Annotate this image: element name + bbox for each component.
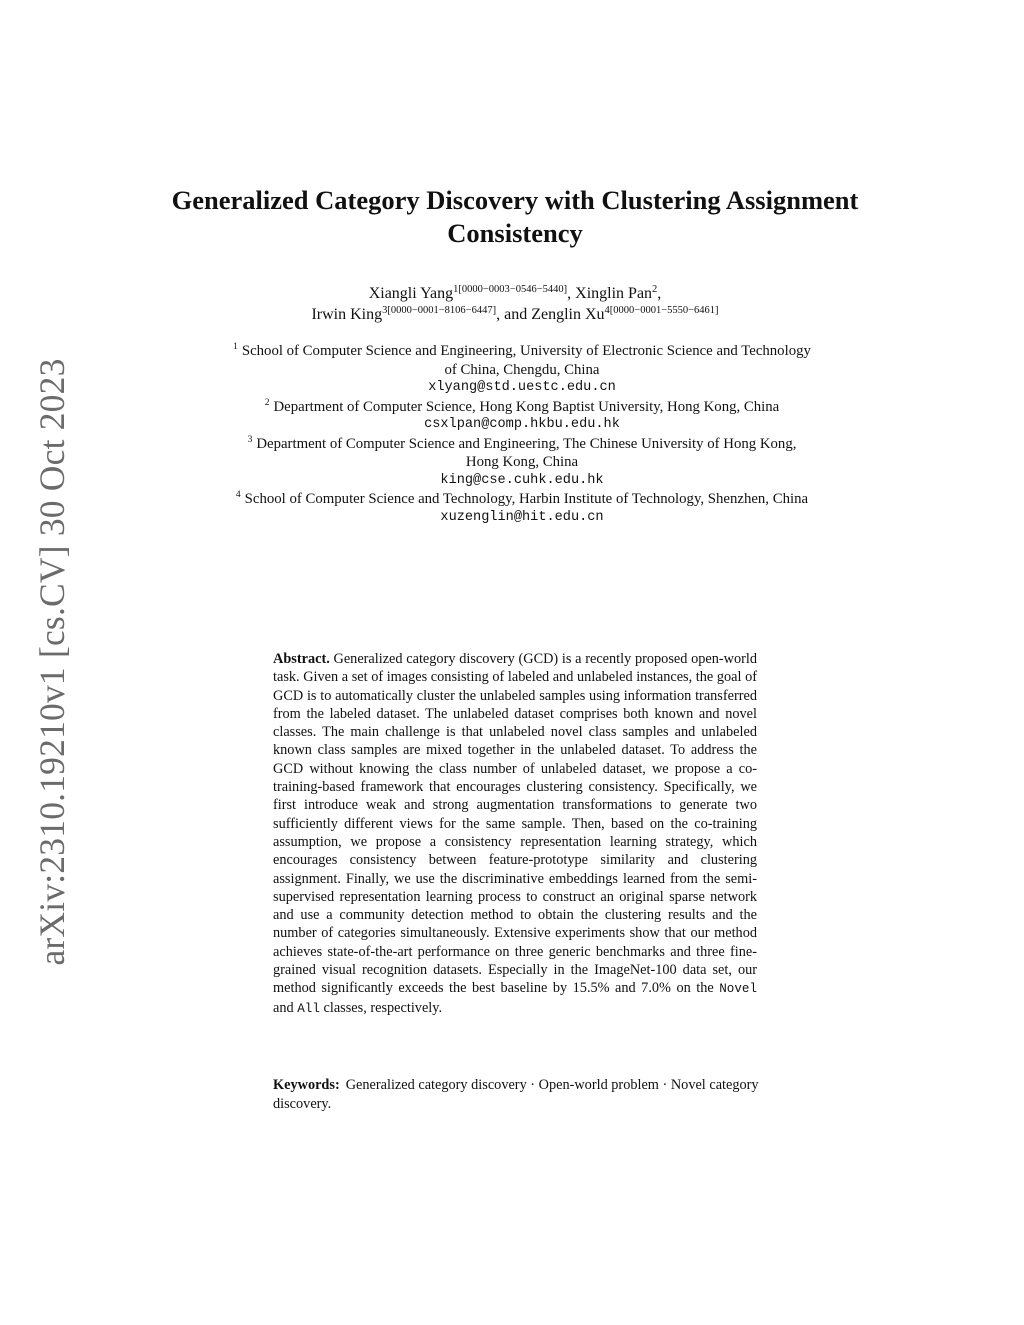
- author-list: [170, 283, 860, 325]
- abstract-connector: and: [273, 999, 294, 1016]
- affiliation-email[interactable]: csxlpan@comp.hkbu.edu.hk: [424, 417, 620, 432]
- affiliation-number: 4: [235, 490, 241, 500]
- affiliation-item: [232, 398, 812, 417]
- author-superscript: 4[0000−0001−5550−6461]: [604, 305, 719, 316]
- keywords-text: Generalized category discovery · Open-world problem · Novel category discovery.: [273, 1077, 759, 1112]
- paper-title: Generalized Category Discovery with Clustering Assignment Consistency: [171, 185, 859, 248]
- keywords-label: Keywords:: [273, 1077, 340, 1093]
- affiliation-item: [232, 342, 812, 379]
- affiliation-text: Department of Computer Science and Engineering, The Chinese University of Hong Kong, Hong Kong, China: [256, 435, 797, 470]
- author-superscript: 1[0000−0003−0546−5440]: [453, 284, 568, 295]
- author-name: Zenglin Xu: [531, 306, 605, 323]
- affiliation-email[interactable]: king@cse.cuhk.edu.hk: [440, 472, 604, 488]
- abstract-body: Generalized category discovery (GCD) is a recently proposed open-world task. Given a set of images consisting of labeled and unlabeled instances, the goal of GCD is to automatically cluster the unlabeled samples using information transferred from the labeled dataset. The unlabeled dataset comprises both known and novel classes. The main challenge is that unlabeled novel class samples and unlabeled known class samples are mixed together in the unlabeled dataset. To address the GCD without knowing the class number of unlabeled dataset, we propose a co-training-based framework that encourages clustering consistency. Specifically, we first introduce weak and strong augmentation transformations to generate two sufficiently different views for the same sample. Then, based on the co-training assumption, we propose a consistency representation learning strategy, which encourages consistency between feature-prototype similarity and clustering assignment. Finally, we use the discriminative embeddings learned from the semi-supervised representation learning process to construct an original sparse network and use a community detection method to obtain the clustering results and the number of categories simultaneously. Extensive experiments show that our method achieves state-of-the-art performance on three generic benchmarks and three fine-grained visual recognition datasets. Especially in the ImageNet-100 data set, our method significantly exceeds the best baseline by 15.5% and 7.0% on the: [273, 651, 757, 997]
- abstract: [273, 650, 757, 1018]
- affiliation-text: Department of Computer Science, Hong Kong Baptist University, Hong Kong, China: [273, 398, 780, 415]
- author-name: Xiangli Yang: [368, 285, 454, 302]
- affiliation-item: [232, 490, 812, 509]
- affiliation-email[interactable]: xlyang@std.uestc.edu.cn: [428, 380, 616, 395]
- affiliation-number: 2: [264, 397, 270, 408]
- author-separator: , and: [496, 306, 532, 323]
- affiliation-number: 3: [247, 434, 253, 445]
- abstract-label: Abstract.: [273, 651, 330, 667]
- author-superscript: 3[0000−0001−8106−6447]: [382, 305, 497, 316]
- affiliation-email[interactable]: xuzenglin@hit.edu.cn: [440, 509, 604, 525]
- affiliation-list: [232, 342, 812, 527]
- affiliation-text: School of Computer Science and Technology, Harbin Institute of Technology, Shenzhen, China: [244, 491, 809, 507]
- arxiv-identifier: arXiv:2310.19210v1 [cs.CV] 30 Oct 2023: [32, 358, 72, 966]
- author-separator: ,: [657, 285, 662, 302]
- author-name: Irwin King: [311, 306, 383, 323]
- abstract-code-all: All: [297, 1001, 320, 1016]
- affiliation-number: 1: [233, 342, 238, 352]
- author-name: Xinglin Pan: [575, 285, 653, 302]
- keywords: [273, 1076, 768, 1114]
- abstract-code-novel: Novel: [719, 982, 758, 997]
- abstract-ending: classes, respectively.: [323, 999, 443, 1016]
- affiliation-item: [232, 435, 812, 472]
- affiliation-text: School of Computer Science and Engineering, University of Electronic Science and Technology of China, Chengdu, China: [241, 343, 811, 378]
- author-separator: ,: [567, 285, 576, 302]
- author-superscript: 2: [652, 284, 658, 295]
